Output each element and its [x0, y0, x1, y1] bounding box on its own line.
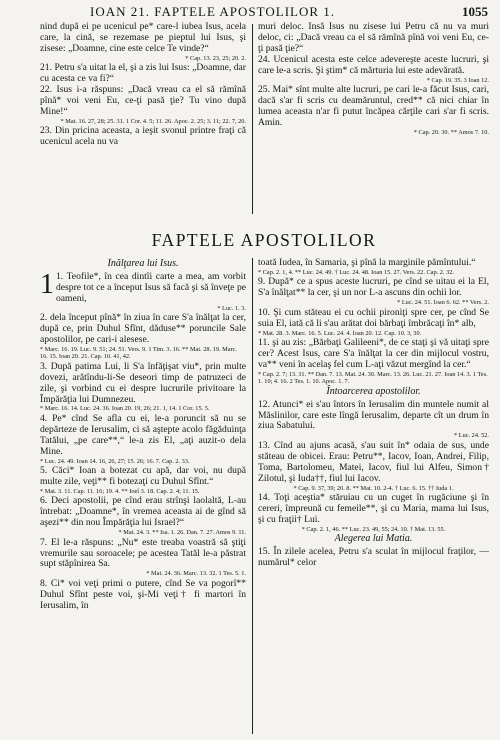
top-right-column [258, 22, 489, 218]
cross-reference: * Luc. 24. 52. [454, 432, 489, 440]
chapter-dropcap: 1 [40, 268, 54, 300]
verse-text: 25. Mai* sînt multe alte lucruri, pe cari le-a făcut Isus, cari, dacă s'ar fi scris cu deamăruntul, cred** că nici chiar în lumea aceasta n'ar fi putut încăpea cărţile cari s'ar fi scris. Amin. [258, 84, 489, 128]
verse-text: 24. Ucenicul acesta este celce adevereşte aceste lucruri, şi care le-a scris. Şi ştim* că mărturia lui este adevărată. [258, 53, 489, 76]
bottom-right-column [258, 258, 489, 738]
verse-text: 13. Cînd au ajuns acasă, s'au suit în* odaia de sus, unde stăteau de obicei. Erau: Petru**, Iacov, Ioan, Andrei, Filip, Toma, Bartolomeu, Matei, Iacov, fiul lui Alfeu, Simon† Zilotul, şi Iuda††, fiul lui Iacov. [258, 439, 489, 484]
verse-text: muri deloc. Însă Isus nu zisese lui Petru că nu va muri deloc, ci: „Dacă vreau ca el să rămînă pînă voi veni Eu, ce-ţi pasă ţie?“ [258, 22, 489, 54]
section-heading: Înălţarea lui Isus. [107, 258, 179, 269]
cross-reference: * Cap. 9. 37, 39; 20. 8. ** Mat. 10. 2-4. † Luc. 6. 15. †† Iuda 1. [293, 484, 454, 492]
cross-reference: * Marc. 16. 19. Luc. 9. 51; 24. 51. Vers. 9. 1 Tim. 3. 16. ** Mat. 28. 19. Marc. 16. 15. Ioan 20. 21. Cap. 10. 41, 42. [40, 345, 238, 361]
verse-text: 9. După* ce a spus aceste lucruri, pe cînd se uitau ei la El, S'a înălţat** la cer, şi un nor L-a ascuns din ochii lor. [258, 276, 489, 299]
cross-reference: * Mat. 28. 3. Marc. 16. 5. Luc. 24. 4. Ioan 20. 12. Cap. 10. 3, 30. [258, 329, 422, 337]
verse-text: 4. Pe* cînd Se afla cu ei, le-a poruncit să nu se depărteze de Ierusalim, ci să aştepte acolo făgăduinţa Tatălui, „pe care**,“ le-a zis El, „aţi auzit-o dela Mine. [40, 412, 246, 457]
verse-text: 1. Teofile*, în cea dintîi carte a mea, am vorbit despre tot ce a început Isus să facă şi să înveţe pe oameni, [56, 270, 246, 304]
cross-reference: * Cap. 2. 7; 13. 31. ** Dan. 7. 13. Mat. 24. 30. Marc. 13. 26. Luc. 21. 27. Ioan 14. 3. 1 Tes. 1. 10; 4. 16. 2 Tes. 1. 10. Apoc. 1. 7. [258, 370, 488, 386]
verse-text: 10. Şi cum stăteau ei cu ochii pironiţi spre cer, pe cînd Se suia El, iată că li s'au arătat doi bărbaţi îmbrăcaţi în* alb, [258, 306, 489, 329]
cross-reference: * Cap. 2. 1, 4. ** Luc. 24. 49. † Luc. 24. 48. Ioan 15. 27. Vers. 22. Cap. 2. 32. [258, 268, 454, 276]
verse-text: toată Iudea, în Samaria, şi pînă la marginile pămîntului.“ [258, 258, 476, 268]
verse-text: 3. După patima Lui, li S'a înfăţişat viu*, prin multe dovezi, arătîndu-li-Se deseori timp de patruzeci de zile, şi vorbind cu ei despre lucrurile privitoare la Împărăţia lui Dumnezeu. [40, 360, 246, 405]
verse-text: 11. şi au zis: „Bărbaţi Galileeni*, de ce staţi şi vă uitaţi spre cer? Acest Isus, care S'a înălţat la cer din mijlocul vostru, va** veni în acelaş fel cum L-aţi văzut mergînd la cer.“ [258, 337, 489, 370]
verse-text: 22. Isus i-a răspuns: „Dacă vreau ca el să rămînă pînă* voi veni Eu, ce-ţi pasă ţie? Tu vino după Mine!“ [40, 84, 246, 117]
verse-text: 7. El le-a răspuns: „Nu* este treaba voastră să ştiţi vremurile sau soroacele; pe acestea Tatăl le-a păstrat supt stăpînirea Sa. [40, 536, 246, 570]
column-divider [252, 24, 253, 214]
cross-reference: * Luc. 24. 49. Ioan 14. 16, 26, 27; 15. 26; 16. 7. Cap. 2. 33. [40, 457, 190, 465]
verse-text: 23. Din pricina aceasta, a ieşit svonul printre fraţi că ucenicul acela nu va [40, 125, 246, 148]
cross-reference: * Mat. 24. 3. ** Isa. 1. 26. Dan. 7. 27. Amos 9. 11. [118, 529, 246, 537]
section-heading: Întoarcerea apostolilor. [326, 385, 421, 397]
page-header [40, 4, 488, 22]
cross-reference: * Mat. 3. 11. Cap. 11. 16; 19. 4. ** Ioel 3. 18. Cap. 2. 4; 11. 15. [40, 487, 200, 495]
verse-text: 21. Petru s'a uitat la el, şi a zis lui Isus: „Doamne, dar cu acesta ce va fi?“ [40, 62, 246, 85]
cross-reference: * Marc. 16. 14. Luc. 24. 36. Ioan 20. 19, 26; 21. 1, 14. 1 Cor. 15. 5. [40, 405, 210, 413]
section-heading: Alegerea lui Matia. [334, 533, 413, 545]
cross-reference: * Luc. 24. 51. Ioan 6. 62. ** Vers. 2. [397, 299, 489, 307]
verse-text: 2. dela început pînă* în ziua în care S'a înălţat la cer, după ce, prin Duhul Sfînt, dăduse** poruncile Sale apostolilor, pe cari-i alesese. [40, 312, 246, 345]
cross-reference: * Mat. 16. 27, 28; 25. 31. 1 Cor. 4. 5; 11. 26. Apoc. 2. 25; 3. 11; 22. 7, 20. [60, 117, 246, 125]
running-title: IOAN 21. FAPTELE APOSTOLILOR 1. [90, 4, 336, 19]
cross-reference: * Cap. 13. 23, 25; 20. 2. [185, 54, 246, 62]
verse-text: nind după ei pe ucenicul pe* care-l iubea Isus, acela care, la cină, se rezemase pe pieptul lui Isus, şi zisese: „Doamne, cine este celce Te vinde?“ [40, 22, 246, 54]
top-left-column [40, 22, 246, 218]
verse-text: 14. Toţi aceştia* stăruiau cu un cuget în rugăciune şi în cereri, împreună cu femeile**, şi cu Maria, mama lui Isus, şi cu fraţii† Lui. [258, 492, 489, 525]
verse-text: 8. Ci* voi veţi primi o putere, cînd Se va pogorî** Duhul Sfînt peste voi, şi-Mi veţi† fi martori în Ierusalim, în [40, 577, 246, 611]
verse-text: 15. În zilele acelea, Petru s'a sculat în mijlocul fraţilor, — numărul* celor [258, 546, 489, 569]
bottom-left-column [40, 258, 246, 738]
page-number: 1055 [462, 4, 488, 19]
cross-reference: * Cap. 19. 35. 3 Ioan 12. [426, 76, 489, 84]
verse-text: 5. Căci* Ioan a botezat cu apă, dar voi, nu după multe zile, veţi** fi botezaţi cu Duhul Sfînt.“ [40, 465, 246, 487]
verse-text: 12. Atunci* ei s'au întors în Ierusalim din muntele numit al Măslinilor, care este lîngă Ierusalim, departe cît un drum în ziua Sabatului. [258, 398, 489, 432]
column-divider [252, 258, 253, 734]
verse-text: 6. Deci apostolii, pe cînd erau strînşi laolaltă, L-au întrebat: „Doamne*, în vremea aceasta ai de gînd să aşezi** din nou Împărăţia lui Israel?“ [40, 495, 246, 529]
cross-reference: * Luc. 1. 3. [217, 304, 246, 312]
book-title: FAPTELE APOSTOLILOR [151, 230, 377, 250]
cross-reference: * Cap. 2. 1, 46. ** Luc. 23. 49, 55; 24. 10. † Mat. 13. 55. [301, 525, 446, 533]
cross-reference: * Cap. 20. 30. ** Amos 7. 10. [413, 128, 489, 136]
cross-reference: * Mat. 24. 36. Marc. 13. 32. 1 Tes. 5. 1. [146, 570, 246, 578]
